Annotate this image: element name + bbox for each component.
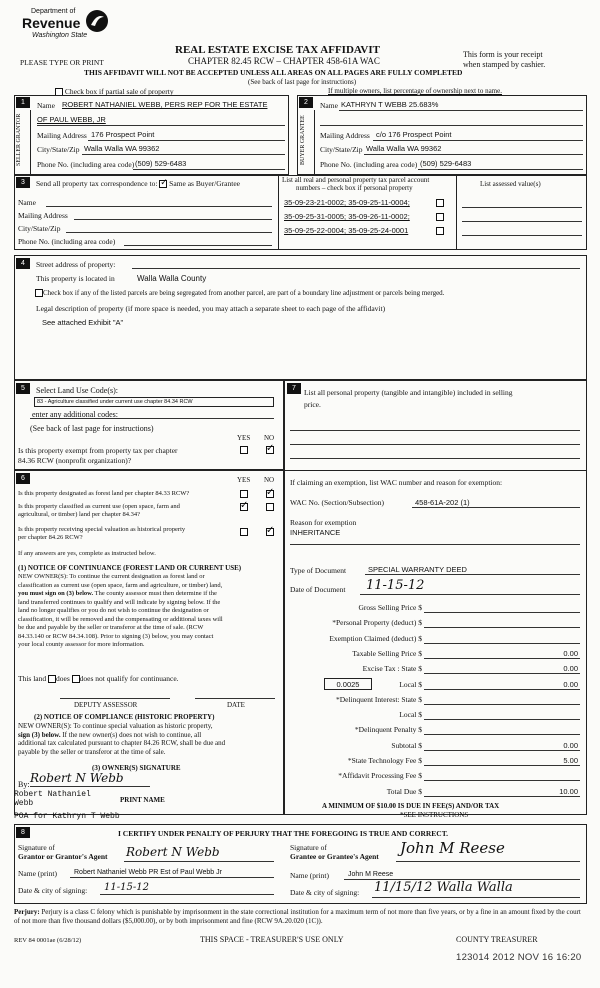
personal-property-list-1: List all personal property (tangible and intangible) included in selling bbox=[304, 388, 513, 397]
continuance-line: classification, it will be removed and the compensating or additional taxes will bbox=[18, 615, 223, 623]
parcel-heading-2: numbers – check box if personal property bbox=[296, 184, 413, 192]
historic-question-a: Is this property receiving special valuation as historical property bbox=[18, 526, 186, 533]
does-label: does bbox=[56, 674, 70, 683]
grantee-sig-label-1: Signature of bbox=[290, 843, 327, 852]
wac-label: WAC No. (Section/Subsection) bbox=[290, 498, 384, 507]
seller-name[interactable]: ROBERT NATHANIEL WEBB, PERS REP FOR THE ESTATE bbox=[62, 100, 268, 109]
if-yes-instruction: If any answers are yes, complete as instructed below. bbox=[18, 550, 156, 557]
form-title: REAL ESTATE EXCISE TAX AFFIDAVIT bbox=[175, 44, 380, 56]
current-use-question-a: Is this property classified as current use (open space, farm and bbox=[18, 503, 180, 510]
historic-after: If the new owner(s) does not wish to continue, all bbox=[60, 730, 202, 739]
corr-phone-label: Phone No. (including area code) bbox=[18, 237, 116, 246]
owner-print-2[interactable]: Webb bbox=[14, 799, 34, 808]
form-revision: REV 84 0001ae (6/28/12) bbox=[14, 937, 82, 944]
seller-phone-label: Phone No. (including area code) bbox=[37, 160, 135, 169]
grantor-sig-label-2: Grantor or Grantor's Agent bbox=[18, 852, 108, 861]
send-correspondence-label: Send all property tax correspondence to: bbox=[36, 179, 158, 188]
form-chapter: CHAPTER 82.45 RCW – CHAPTER 458-61A WAC bbox=[188, 56, 380, 66]
forest-no-checkbox[interactable]: ✓ bbox=[266, 487, 275, 498]
buyer-name-label: Name bbox=[320, 101, 338, 110]
wac-value[interactable]: 458-61A-202 (1) bbox=[415, 498, 470, 507]
deputy-assessor-label: DEPUTY ASSESSOR bbox=[74, 701, 138, 709]
send-correspondence bbox=[36, 179, 240, 188]
legal-description-value[interactable]: See attached Exhibit "A" bbox=[42, 318, 124, 327]
fee-row-label: Subtotal $ bbox=[391, 740, 422, 750]
exempt-question-2: 84.36 RCW (nonprofit organization)? bbox=[18, 456, 132, 465]
assessor-date-label: DATE bbox=[227, 701, 245, 709]
section-5-number: 5 bbox=[16, 383, 30, 394]
street-address-label: Street address of property: bbox=[36, 260, 116, 269]
buyer-mail-label: Mailing Address bbox=[320, 131, 370, 140]
no-header-5: NO bbox=[264, 434, 275, 442]
grantor-signature[interactable]: Robert N Webb bbox=[126, 845, 220, 859]
segregated-label: Check box if any of the listed parcels are being segregated from another parcel, are part of a boundary line adjustment or parcels being merged. bbox=[43, 289, 445, 297]
personal-property-checkbox-1[interactable] bbox=[436, 199, 444, 207]
does-checkbox[interactable] bbox=[48, 675, 56, 683]
fee-row-label: Local $ bbox=[399, 679, 422, 689]
same-as-buyer-label: Same as Buyer/Grantee bbox=[169, 179, 240, 188]
grantor-name-value[interactable]: Robert Nathaniel Webb PR Est of Paul Webb Jr bbox=[74, 869, 222, 876]
owner-signature[interactable]: Robert N Webb bbox=[30, 771, 124, 785]
fee-row-label: *State Technology Fee $ bbox=[347, 756, 422, 765]
land-use-code-field[interactable]: 83 - Agriculture classified under current use chapter 84.34 RCW bbox=[34, 397, 274, 407]
section-1-number: 1 bbox=[16, 97, 30, 108]
continuance-line: land transferred continues to qualify and will indicate by signing below. If the bbox=[18, 598, 221, 606]
continuance-line: be due and payable by the seller or transferor at the time of sale. (RCW bbox=[18, 624, 204, 631]
grantee-name-value[interactable]: John M Reese bbox=[348, 871, 394, 878]
continuance-line: classification as current use (open space, farm and agriculture, or timber) land, bbox=[18, 581, 223, 589]
fee-row-label: Excise Tax : State $ bbox=[362, 664, 422, 674]
historic-line: payable by the seller or transferor at the time of sale. bbox=[18, 747, 166, 756]
section-4-number: 4 bbox=[16, 258, 30, 269]
personal-property-checkbox-3[interactable] bbox=[436, 227, 444, 235]
historic-yes-checkbox[interactable] bbox=[240, 528, 248, 536]
personal-property-list-2: price. bbox=[304, 400, 321, 409]
grantor-date-label: Date & city of signing: bbox=[18, 886, 88, 895]
continuance-line: 84.33.140 or RCW 84.34.108). Prior to signing (3) below, you may contact bbox=[18, 632, 214, 640]
minimum-notice: A MINIMUM OF $10.00 IS DUE IN FEE(S) AND/OR TAX bbox=[322, 802, 500, 810]
fee-row-label: Taxable Selling Price $ bbox=[352, 648, 422, 658]
seller-phone[interactable]: (509) 529-6483 bbox=[135, 159, 187, 168]
segregated-row bbox=[35, 289, 444, 297]
historic-text bbox=[18, 722, 280, 756]
grantee-sig-label-2: Grantee or Grantee's Agent bbox=[290, 852, 379, 861]
logo-top: Department of bbox=[31, 8, 76, 15]
treasurer-space: THIS SPACE - TREASURER'S USE ONLY bbox=[200, 935, 344, 944]
current-use-no-checkbox[interactable] bbox=[266, 503, 274, 511]
logo bbox=[22, 8, 118, 46]
local-rate-field[interactable]: 0.0025 bbox=[324, 678, 372, 690]
personal-property-checkbox-2[interactable] bbox=[436, 213, 444, 221]
fee-row-value[interactable]: 0.00 bbox=[563, 664, 578, 674]
warning-text: THIS AFFIDAVIT WILL NOT BE ACCEPTED UNLESS ALL AREAS ON ALL PAGES ARE FULLY COMPLETED bbox=[84, 68, 463, 77]
land-use-label: Select Land Use Code(s): bbox=[36, 386, 118, 395]
seller-name-line2[interactable]: OF PAUL WEBB, JR bbox=[37, 115, 106, 124]
exempt-no-checkbox[interactable]: ✓ bbox=[266, 443, 275, 454]
seller-name-label: Name bbox=[37, 101, 55, 110]
parcel-line-1[interactable]: 35-09-23-21-0002; 35-09-25-11-0004; bbox=[284, 198, 410, 207]
fee-row-value[interactable]: 0.00 bbox=[563, 740, 578, 750]
doc-date-value[interactable]: 11-15-12 bbox=[366, 578, 425, 593]
seller-city-label: City/State/Zip bbox=[37, 145, 80, 154]
forest-yes-checkbox[interactable] bbox=[240, 490, 248, 498]
reason-value[interactable]: INHERITANCE bbox=[290, 528, 341, 537]
historic-line: NEW OWNER(S): To continue special valuation as historic property, bbox=[18, 722, 213, 730]
no-header-6: NO bbox=[264, 476, 275, 484]
historic-question-b: per chapter 84.26 RCW? bbox=[18, 534, 83, 541]
continuance-bold: you must sign on (3) below. bbox=[18, 590, 94, 597]
corr-city-label: City/State/Zip bbox=[18, 224, 61, 233]
see-back-5: (See back of last page for instructions) bbox=[30, 424, 154, 433]
print-name-label: PRINT NAME bbox=[120, 796, 165, 804]
cashier-stamp: 123014 2012 NOV 16 16:20 bbox=[456, 952, 582, 963]
this-land-row bbox=[18, 674, 179, 683]
parcel-line-2[interactable]: 35-09-25-31-0005; 35-09-26-11-0002; bbox=[284, 212, 410, 221]
buyer-phone-label: Phone No. (including area code) bbox=[320, 160, 418, 169]
yes-header-6: YES bbox=[237, 476, 251, 484]
logo-main: Revenue bbox=[22, 15, 81, 31]
this-land-label: This land bbox=[18, 674, 47, 683]
owner-print-1[interactable]: Robert Nathaniel bbox=[14, 790, 91, 799]
buyer-city-label: City/State/Zip bbox=[320, 145, 363, 154]
legal-description-label: Legal description of property (if more space is needed, you may attach a separate sheet to each page of the affidavit) bbox=[36, 304, 386, 313]
owner-print-3[interactable]: POA for Kathryn T Webb bbox=[14, 812, 120, 821]
historic-no-checkbox[interactable]: ✓ bbox=[266, 525, 275, 536]
same-as-buyer-checkbox[interactable]: ✓ bbox=[160, 177, 168, 188]
claim-exemption-label: If claiming an exemption, list WAC number and reason for exemption: bbox=[290, 478, 503, 487]
fee-row-label: *Affidavit Processing Fee $ bbox=[338, 771, 422, 781]
seller-mail-label: Mailing Address bbox=[37, 131, 87, 140]
parcel-line-3[interactable]: 35-09-25-22-0004; 35-09-25-24-0001 bbox=[284, 226, 409, 235]
does-not-label: does not qualify for continuance. bbox=[79, 674, 179, 683]
buyer-mail[interactable]: c/o 176 Prospect Point bbox=[376, 130, 452, 139]
section-8-number: 8 bbox=[16, 827, 30, 838]
reason-label: Reason for exemption bbox=[290, 518, 357, 527]
see-instructions: *SEE INSTRUCTIONS bbox=[400, 811, 469, 819]
current-use-yes-checkbox[interactable]: ✓ bbox=[240, 500, 249, 511]
does-not-checkbox[interactable] bbox=[72, 675, 80, 683]
fee-row-value[interactable]: 5.00 bbox=[563, 756, 578, 765]
assessed-values-heading: List assessed value(s) bbox=[480, 180, 541, 188]
forest-question: Is this property designated as forest land per chapter 84.33 RCW? bbox=[18, 490, 190, 497]
logo-mark-icon bbox=[84, 8, 110, 34]
located-label: This property is located in bbox=[36, 274, 115, 283]
fee-row-label: Local $ bbox=[399, 710, 422, 720]
doc-type-label: Type of Document bbox=[290, 566, 347, 575]
continuance-line: land no longer qualifies or you do not wish to continue the designation or bbox=[18, 607, 209, 614]
receipt-line2: when stamped by cashier. bbox=[463, 60, 546, 69]
exempt-question-1: Is this property exempt from property tax per chapter bbox=[18, 446, 178, 455]
current-use-question-b: agricultural, or timber) land per chapter 84.34? bbox=[18, 511, 141, 518]
historic-bold: sign (3) below. bbox=[18, 730, 61, 739]
section-2-number: 2 bbox=[299, 97, 313, 108]
section-3-number: 3 bbox=[16, 177, 30, 188]
additional-codes-label: enter any additional codes: bbox=[32, 410, 118, 419]
fee-row-label: Exemption Claimed (deduct) $ bbox=[329, 633, 422, 643]
perjury-text bbox=[14, 908, 587, 925]
continuance-title: (1) NOTICE OF CONTINUANCE (FOREST LAND OR CURRENT USE) bbox=[18, 564, 242, 572]
grantee-date-value[interactable]: 11/15/12 Walla Walla bbox=[374, 880, 513, 895]
continuance-after: The county assessor must then determine if the bbox=[93, 590, 217, 597]
fee-row-label: *Delinquent Interest: State $ bbox=[335, 694, 422, 704]
historic-line: additional tax calculated pursuant to chapter 84.26 RCW, shall be due and bbox=[18, 739, 226, 747]
grantee-name-label: Name (print) bbox=[290, 871, 329, 880]
buyer-city[interactable]: Walla Walla WA 99362 bbox=[366, 144, 442, 153]
doc-type-value[interactable]: SPECIAL WARRANTY DEED bbox=[368, 565, 467, 574]
grantor-sig-label-1: Signature of bbox=[18, 843, 55, 852]
see-back: (See back of last page for instructions) bbox=[248, 78, 357, 86]
historic-title: (2) NOTICE OF COMPLIANCE (HISTORIC PROPERTY) bbox=[34, 713, 215, 721]
exempt-yes-checkbox[interactable] bbox=[240, 446, 248, 454]
section-6-number: 6 bbox=[16, 473, 30, 484]
by-label: By: bbox=[18, 780, 30, 789]
seller-mail[interactable]: 176 Prospect Point bbox=[91, 130, 155, 139]
partial-sale-label: Check box if partial sale of property bbox=[64, 87, 174, 96]
continuance-text bbox=[18, 573, 280, 650]
continuance-line: your local county assessor for more information. bbox=[18, 641, 145, 648]
grantee-signature[interactable]: John M Reese bbox=[400, 839, 505, 857]
owner-signature-title: (3) OWNER(S) SIGNATURE bbox=[92, 764, 181, 772]
receipt-line1: This form is your receipt bbox=[463, 50, 543, 59]
grantor-name-label: Name (print) bbox=[18, 869, 57, 878]
corr-mail-label: Mailing Address bbox=[18, 211, 68, 220]
fee-row-value[interactable]: 0.00 bbox=[563, 679, 578, 689]
section-7-number: 7 bbox=[287, 383, 301, 394]
fee-row-label: Total Due $ bbox=[386, 786, 422, 796]
multiple-owners: If multiple owners, list percentage of ownership next to name. bbox=[328, 87, 502, 95]
county-value[interactable]: Walla Walla County bbox=[137, 274, 207, 283]
seller-city[interactable]: Walla Walla WA 99362 bbox=[84, 144, 160, 153]
doc-date-label: Date of Document bbox=[290, 585, 346, 594]
corr-name-label: Name bbox=[18, 198, 36, 207]
logo-sub: Washington State bbox=[32, 32, 88, 39]
buyer-phone[interactable]: (509) 529-6483 bbox=[420, 159, 472, 168]
fee-row-label: *Personal Property (deduct) $ bbox=[332, 618, 422, 628]
grantee-date-label: Date & city of signing: bbox=[290, 888, 360, 897]
certify-statement: I CERTIFY UNDER PENALTY OF PERJURY THAT THE FOREGOING IS TRUE AND CORRECT. bbox=[118, 829, 449, 838]
yes-header-5: YES bbox=[237, 434, 251, 442]
seller-side-label: SELLER GRANTOR bbox=[16, 113, 22, 167]
fee-row-label: Gross Selling Price $ bbox=[358, 603, 422, 612]
grantor-date-value[interactable]: 11-15-12 bbox=[104, 882, 149, 893]
buyer-name[interactable]: KATHRYN T WEBB 25.683% bbox=[341, 100, 439, 109]
county-treasurer: COUNTY TREASURER bbox=[456, 935, 538, 944]
perjury-bold: Perjury: bbox=[14, 908, 40, 916]
fee-row-label: *Delinquent Penalty $ bbox=[354, 725, 422, 735]
continuance-line: NEW OWNER(S): To continue the current designation as forest land or bbox=[18, 573, 205, 580]
please-type: PLEASE TYPE OR PRINT bbox=[20, 58, 104, 67]
buyer-side-label: BUYER GRANTEE bbox=[300, 115, 306, 165]
fee-row-value[interactable]: 0.00 bbox=[563, 648, 578, 658]
perjury-body: Perjury is a class C felony which is punishable by imprisonment in the state correctional institution for a maximum term of not more than five years, or by a fine in an amount fixed by the court of not more than five thousand dollars ($5,000.00), or by both imprisonment and fine (RCW 9A.20.020 (1C)). bbox=[14, 908, 581, 925]
continuance-line bbox=[18, 590, 280, 599]
parcel-heading-1: List all real and personal property tax parcel account bbox=[282, 176, 430, 184]
historic-line bbox=[18, 731, 280, 740]
fee-row-value[interactable]: 10.00 bbox=[559, 786, 578, 796]
segregated-checkbox[interactable] bbox=[35, 289, 43, 297]
